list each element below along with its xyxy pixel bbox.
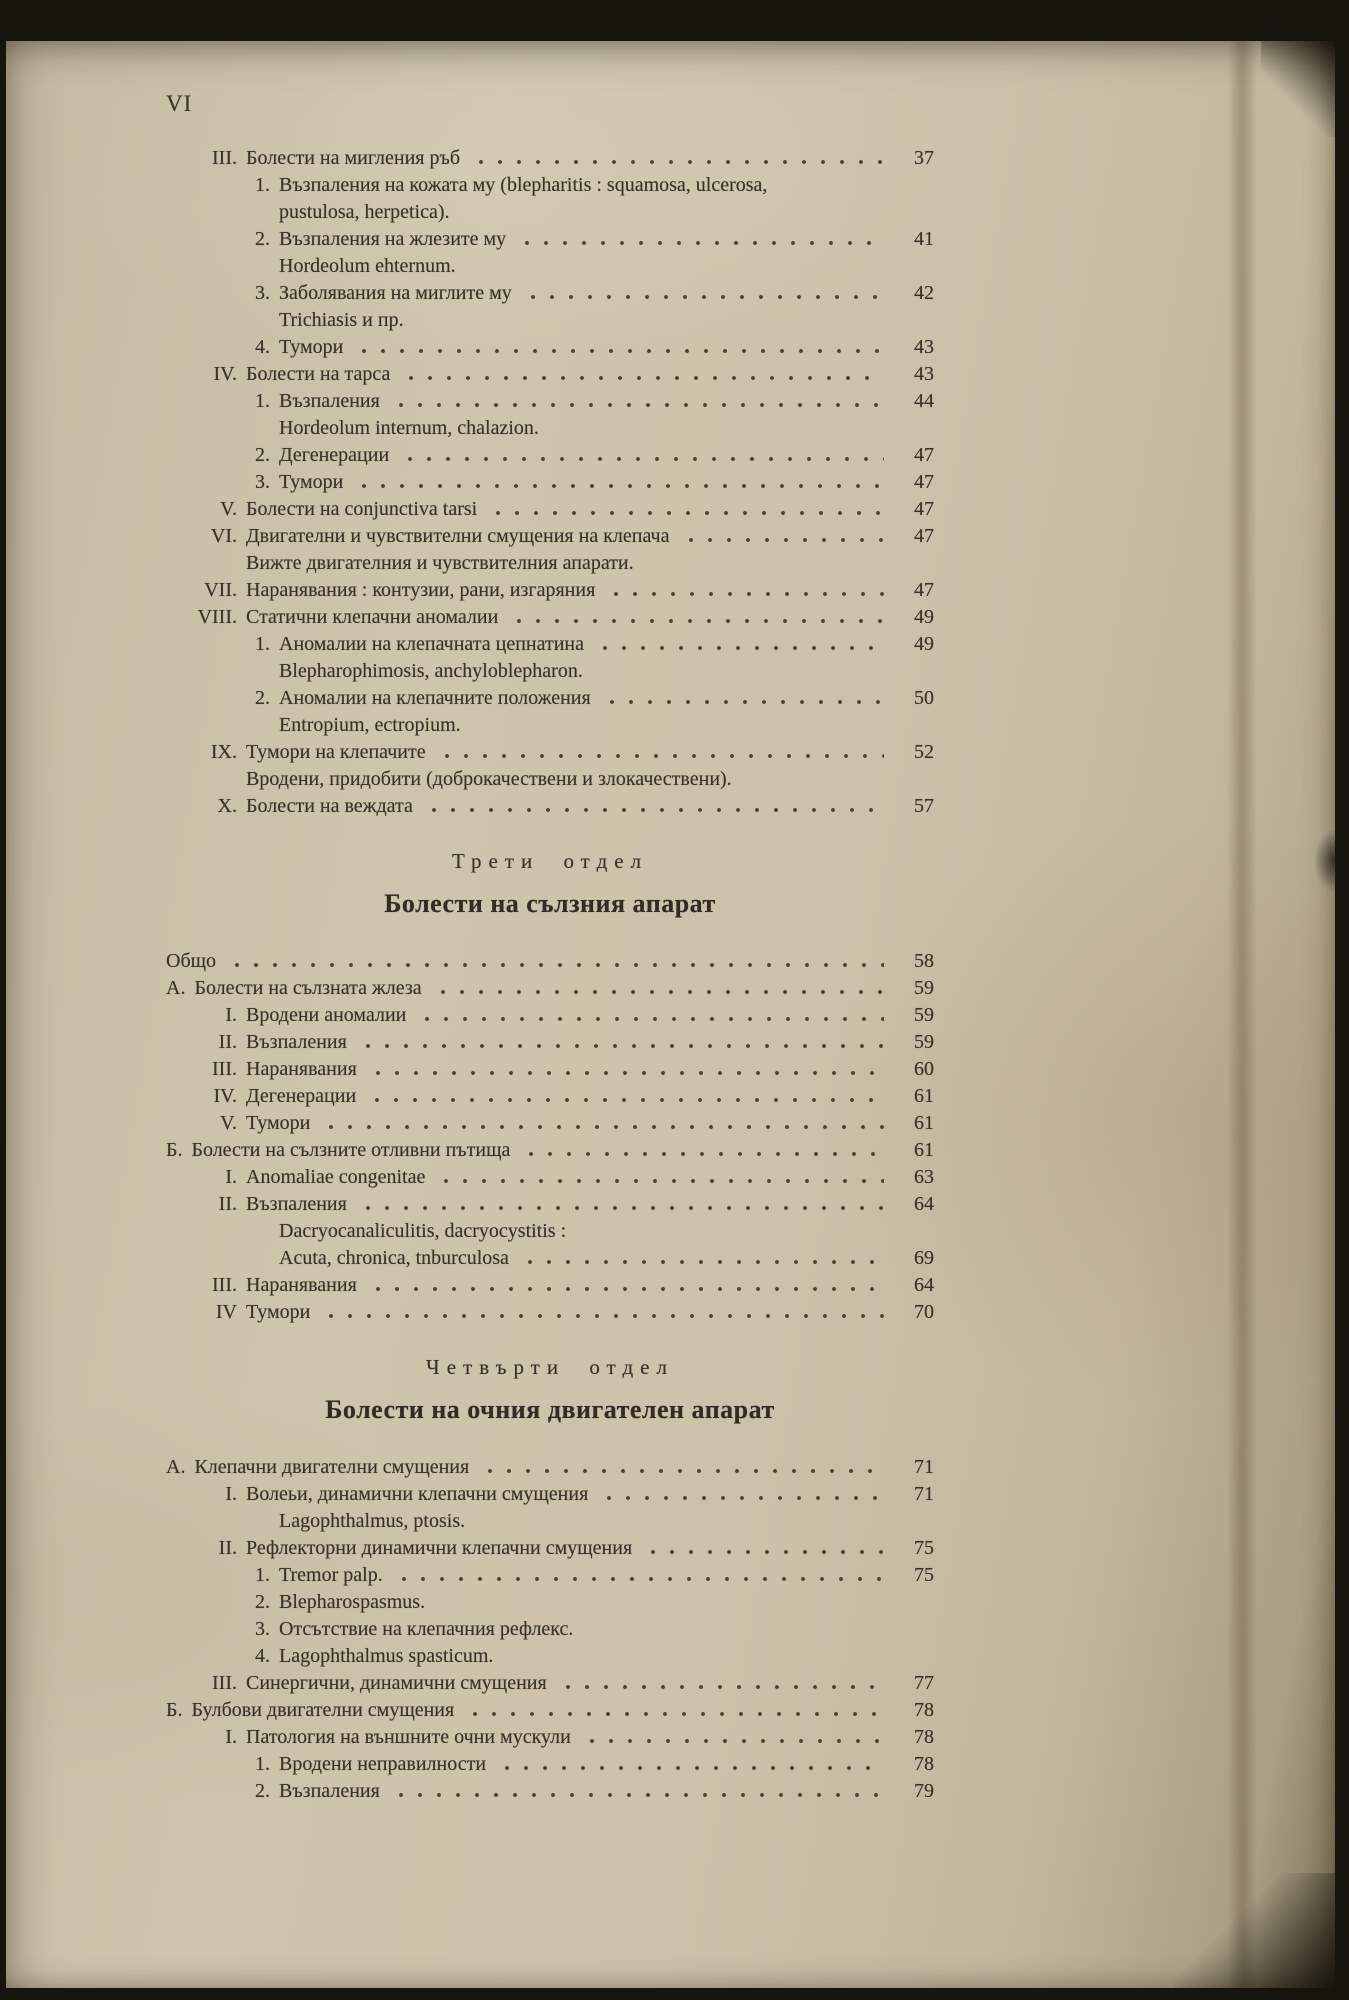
dot-leader bbox=[359, 1029, 884, 1056]
entry-page-number: 63 bbox=[914, 1166, 934, 1188]
dot-leader bbox=[521, 1245, 884, 1272]
entry-text: Възпаления на кожата му (blepharitis : squamosa, ulcerosa, bbox=[279, 174, 768, 196]
dot-leader bbox=[355, 469, 884, 496]
page-number-folio: VI bbox=[166, 91, 193, 116]
entry-text: Acuta, chronica, tnburculosa bbox=[279, 1247, 509, 1269]
entry-text: Тумори bbox=[279, 336, 344, 358]
entry-prefix: 1. bbox=[255, 1564, 270, 1586]
toc-entry bbox=[166, 1164, 934, 1191]
dot-leader bbox=[369, 1272, 884, 1299]
entry-text: Волеьи, динамични клепачни смущения bbox=[246, 1483, 589, 1505]
photo-shadow-top-right bbox=[1261, 41, 1335, 137]
entry-page-number: 75 bbox=[914, 1537, 934, 1559]
entry-text: Наранявания bbox=[246, 1274, 357, 1296]
entry-prefix: III. bbox=[212, 1672, 237, 1694]
toc-entry bbox=[166, 1589, 934, 1616]
entry-prefix: I. bbox=[225, 1166, 237, 1188]
photo-shadow-bottom-right bbox=[1175, 1873, 1335, 1988]
entry-text: Възпаления на жлезите му bbox=[279, 228, 507, 250]
dot-leader bbox=[644, 1535, 884, 1562]
section-title: Болести на сълзния апарат bbox=[384, 889, 716, 918]
toc-section bbox=[166, 1352, 934, 1805]
dot-leader bbox=[425, 793, 884, 820]
entry-page-number: 75 bbox=[914, 1564, 934, 1586]
dot-leader bbox=[395, 1562, 884, 1589]
toc-entry bbox=[166, 975, 934, 1002]
entry-prefix: IX. bbox=[210, 741, 237, 763]
entry-page-number: 64 bbox=[914, 1274, 934, 1296]
dot-leader bbox=[418, 1002, 884, 1029]
dot-leader bbox=[472, 145, 884, 172]
entry-prefix: 1. bbox=[255, 174, 270, 196]
toc-entry bbox=[166, 793, 934, 820]
entry-prefix: II. bbox=[218, 1031, 237, 1053]
entry-text: Възпаления bbox=[279, 390, 380, 412]
entry-prefix: 2. bbox=[255, 687, 270, 709]
entry-page-number bbox=[892, 307, 934, 334]
entry-prefix: 3. bbox=[255, 471, 270, 493]
dot-leader bbox=[462, 199, 885, 226]
dot-leader bbox=[392, 1778, 884, 1805]
entry-page-number: 47 bbox=[914, 471, 934, 493]
entry-text: Възпаления bbox=[246, 1031, 347, 1053]
toc-entry bbox=[166, 948, 934, 975]
entry-text: pustulosa, herpetica). bbox=[279, 201, 450, 223]
dot-leader bbox=[359, 1191, 884, 1218]
toc-section bbox=[166, 145, 934, 820]
entry-text: Аномалии на клепачната цепнатина bbox=[279, 633, 585, 655]
toc-section bbox=[166, 846, 934, 1326]
entry-page-number: 43 bbox=[914, 363, 934, 385]
dot-leader bbox=[522, 1137, 884, 1164]
section-heading: Трети отдел bbox=[451, 849, 649, 873]
entry-page-number: 49 bbox=[914, 606, 934, 628]
entry-text: Болести на сълзните отливни пътища bbox=[191, 1139, 511, 1161]
toc-entry bbox=[166, 631, 934, 658]
dot-leader bbox=[322, 1110, 884, 1137]
toc-entry bbox=[166, 253, 934, 280]
dot-leader bbox=[369, 1056, 884, 1083]
dot-leader bbox=[607, 577, 884, 604]
entry-prefix: V. bbox=[220, 1112, 237, 1134]
entry-page-number bbox=[892, 415, 934, 442]
dot-leader bbox=[744, 766, 884, 793]
entry-prefix: I. bbox=[225, 1726, 237, 1748]
dot-leader bbox=[228, 948, 884, 975]
entry-page-number bbox=[892, 550, 934, 577]
entry-prefix: X. bbox=[217, 795, 237, 817]
toc-entry bbox=[166, 1670, 934, 1697]
toc-entry bbox=[166, 577, 934, 604]
entry-page-number: 61 bbox=[914, 1139, 934, 1161]
entry-prefix: А. bbox=[166, 1456, 186, 1478]
entry-page-number bbox=[892, 199, 934, 226]
entry-page-number: 79 bbox=[914, 1780, 934, 1802]
entry-page-number bbox=[892, 172, 934, 199]
entry-page-number: 61 bbox=[914, 1112, 934, 1134]
toc-entry bbox=[166, 1191, 934, 1218]
dot-leader bbox=[355, 334, 884, 361]
table-of-contents bbox=[166, 145, 934, 1805]
entry-page-number: 47 bbox=[914, 525, 934, 547]
entry-page-number: 59 bbox=[914, 1004, 934, 1026]
dot-leader bbox=[489, 496, 884, 523]
section-title: Болести на очния двигателен апарат bbox=[325, 1395, 775, 1424]
entry-text: Blepharospasmus. bbox=[279, 1591, 426, 1613]
entry-text: Синергични, динамични смущения bbox=[246, 1672, 547, 1694]
entry-page-number: 61 bbox=[914, 1085, 934, 1107]
entry-prefix: Б. bbox=[166, 1139, 183, 1161]
entry-text: Болести на conjunctiva tarsi bbox=[246, 498, 478, 520]
entry-page-number: 70 bbox=[914, 1301, 934, 1323]
entry-prefix: VII. bbox=[204, 579, 237, 601]
toc-entry bbox=[166, 442, 934, 469]
dot-leader bbox=[682, 523, 885, 550]
entry-prefix: IV. bbox=[213, 1085, 237, 1107]
entry-text: Наранявания bbox=[246, 1058, 357, 1080]
entry-page-number: 47 bbox=[914, 579, 934, 601]
toc-entry bbox=[166, 1137, 934, 1164]
dot-leader bbox=[524, 280, 884, 307]
entry-text: Blepharophimosis, anchyloblepharon. bbox=[279, 660, 583, 682]
toc-entry bbox=[166, 1508, 934, 1535]
entry-page-number: 44 bbox=[914, 390, 934, 412]
toc-entry bbox=[166, 523, 934, 550]
entry-text: Дегенерации bbox=[246, 1085, 357, 1107]
dot-leader bbox=[578, 1218, 884, 1245]
entry-page-number: 64 bbox=[914, 1193, 934, 1215]
dot-leader bbox=[596, 631, 884, 658]
dot-leader bbox=[518, 226, 884, 253]
entry-page-number bbox=[892, 1218, 934, 1245]
dot-leader bbox=[401, 442, 884, 469]
entry-prefix: А. bbox=[166, 977, 186, 999]
entry-page-number: 78 bbox=[914, 1726, 934, 1748]
dot-leader bbox=[468, 253, 884, 280]
entry-text: Отсътствие на клепачния рефлекс. bbox=[279, 1618, 574, 1640]
toc-entry bbox=[166, 361, 934, 388]
dot-leader bbox=[779, 172, 884, 199]
entry-prefix: III. bbox=[212, 1274, 237, 1296]
entry-page-number: 49 bbox=[914, 633, 934, 655]
entry-page-number: 78 bbox=[914, 1699, 934, 1721]
entry-text: Тумори bbox=[246, 1301, 311, 1323]
entry-prefix: 3. bbox=[255, 282, 270, 304]
entry-page-number: 71 bbox=[914, 1483, 934, 1505]
entry-text: Статични клепачни аномалии bbox=[246, 606, 499, 628]
entry-page-number: 43 bbox=[914, 336, 934, 358]
toc-entry bbox=[166, 1535, 934, 1562]
entry-text: Dacryocanaliculitis, dacryocystitis : bbox=[279, 1220, 567, 1242]
entry-text: Булбови двигателни смущения bbox=[191, 1699, 455, 1721]
toc-entry bbox=[166, 1724, 934, 1751]
toc-entry bbox=[166, 280, 934, 307]
entry-text: Вродени, придобити (доброкачествени и злокачествени). bbox=[246, 768, 732, 790]
toc-entry bbox=[166, 307, 934, 334]
entry-text: Lagophthalmus, ptosis. bbox=[279, 1510, 466, 1532]
entry-page-number bbox=[892, 1508, 934, 1535]
entry-page-number: 60 bbox=[914, 1058, 934, 1080]
entry-text: Болести на тарса bbox=[246, 363, 391, 385]
toc-entry bbox=[166, 1562, 934, 1589]
dot-leader bbox=[583, 1724, 884, 1751]
dot-leader bbox=[392, 388, 884, 415]
entry-prefix: I. bbox=[225, 1483, 237, 1505]
dot-leader bbox=[466, 1697, 884, 1724]
toc-entry bbox=[166, 1616, 934, 1643]
entry-prefix: IV bbox=[215, 1301, 237, 1323]
entry-text: Anomaliae congenitae bbox=[246, 1166, 426, 1188]
entry-page-number: 78 bbox=[914, 1753, 934, 1775]
toc-entry bbox=[166, 1751, 934, 1778]
page-crease-shadow bbox=[1227, 41, 1257, 1988]
entry-text: Клепачни двигателни смущения bbox=[194, 1456, 470, 1478]
toc-entry bbox=[166, 1110, 934, 1137]
entry-text: Общо bbox=[166, 950, 217, 972]
entry-text: Заболявания на миглите му bbox=[279, 282, 512, 304]
entry-page-number bbox=[892, 253, 934, 280]
toc-entry bbox=[166, 1083, 934, 1110]
toc-entry bbox=[166, 469, 934, 496]
dot-leader bbox=[402, 361, 884, 388]
dot-leader bbox=[559, 1670, 884, 1697]
toc-entry bbox=[166, 1272, 934, 1299]
dot-leader bbox=[595, 658, 884, 685]
entry-page-number: 42 bbox=[914, 282, 934, 304]
toc-entry bbox=[166, 712, 934, 739]
toc-entry bbox=[166, 1643, 934, 1670]
entry-text: Двигателни и чувствителни смущения на клепача bbox=[246, 525, 670, 547]
entry-page-number bbox=[892, 1616, 934, 1643]
entry-text: Наранявания : контузии, рани, изгаряния bbox=[246, 579, 596, 601]
toc-entry bbox=[166, 658, 934, 685]
entry-text: Тумори на клепачите bbox=[246, 741, 426, 763]
entry-prefix: II. bbox=[218, 1537, 237, 1559]
entry-prefix: II. bbox=[218, 1193, 237, 1215]
entry-page-number: 37 bbox=[914, 147, 934, 169]
entry-prefix: 1. bbox=[255, 390, 270, 412]
entry-page-number bbox=[892, 1643, 934, 1670]
entry-prefix: VIII. bbox=[197, 606, 237, 628]
entry-prefix: 2. bbox=[255, 1780, 270, 1802]
dot-leader bbox=[434, 975, 884, 1002]
dot-leader bbox=[438, 739, 884, 766]
dot-leader bbox=[437, 1164, 884, 1191]
entry-text: Тумори bbox=[279, 471, 344, 493]
entry-prefix: 1. bbox=[255, 633, 270, 655]
entry-prefix: III. bbox=[212, 147, 237, 169]
dot-leader bbox=[322, 1299, 884, 1326]
dot-leader bbox=[473, 712, 884, 739]
toc-entry bbox=[166, 1778, 934, 1805]
entry-text: Възпаления bbox=[246, 1193, 347, 1215]
entry-page-number bbox=[892, 1589, 934, 1616]
toc-entry bbox=[166, 604, 934, 631]
dot-leader bbox=[437, 1589, 884, 1616]
dot-leader bbox=[481, 1454, 884, 1481]
toc-entry bbox=[166, 1002, 934, 1029]
toc-entry bbox=[166, 172, 934, 199]
entry-page-number: 77 bbox=[914, 1672, 934, 1694]
entry-text: Hordeolum internum, chalazion. bbox=[279, 417, 539, 439]
entry-text: Тумори bbox=[246, 1112, 311, 1134]
entry-page-number: 59 bbox=[914, 977, 934, 999]
entry-page-number: 57 bbox=[914, 795, 934, 817]
toc-entry bbox=[166, 1056, 934, 1083]
entry-text: Вродени неправилности bbox=[279, 1753, 487, 1775]
entry-prefix: 4. bbox=[255, 336, 270, 358]
toc-entry bbox=[166, 685, 934, 712]
entry-prefix: 2. bbox=[255, 1591, 270, 1613]
entry-text: Болести на сълзната жлеза bbox=[194, 977, 422, 999]
entry-text: Патология на външните очни мускули bbox=[246, 1726, 571, 1748]
entry-text: Entropium, ectropium. bbox=[279, 714, 461, 736]
entry-text: Trichiasis и пр. bbox=[279, 309, 404, 331]
entry-prefix: I. bbox=[225, 1004, 237, 1026]
dot-leader bbox=[603, 685, 884, 712]
entry-prefix: 3. bbox=[255, 1618, 270, 1640]
entry-text: Аномалии на клепачните положения bbox=[279, 687, 591, 709]
dot-leader bbox=[600, 1481, 884, 1508]
page-content bbox=[166, 91, 934, 1805]
toc-entry bbox=[166, 334, 934, 361]
entry-page-number bbox=[892, 658, 934, 685]
page-edge-notch-shadow bbox=[1315, 831, 1335, 891]
entry-prefix: Б. bbox=[166, 1699, 183, 1721]
entry-page-number bbox=[892, 766, 934, 793]
entry-page-number: 47 bbox=[914, 498, 934, 520]
entry-text: Дегенерации bbox=[279, 444, 390, 466]
entry-page-number: 52 bbox=[914, 741, 934, 763]
entry-prefix: 2. bbox=[255, 444, 270, 466]
dot-leader bbox=[477, 1508, 884, 1535]
entry-text: Рефлекторни динамични клепачни смущения bbox=[246, 1537, 633, 1559]
toc-entry bbox=[166, 496, 934, 523]
entry-prefix: VI. bbox=[210, 525, 237, 547]
dot-leader bbox=[551, 415, 884, 442]
entry-text: Възпаления bbox=[279, 1780, 380, 1802]
entry-prefix: V. bbox=[220, 498, 237, 520]
entry-text: Болести на веждата bbox=[246, 795, 413, 817]
dot-leader bbox=[505, 1643, 884, 1670]
dot-leader bbox=[510, 604, 884, 631]
section-heading: Четвърти отдел bbox=[426, 1355, 674, 1379]
toc-entry bbox=[166, 1299, 934, 1326]
toc-entry bbox=[166, 1029, 934, 1056]
toc-entry bbox=[166, 1245, 934, 1272]
entry-page-number: 50 bbox=[914, 687, 934, 709]
dot-leader bbox=[646, 550, 884, 577]
toc-entry bbox=[166, 145, 934, 172]
entry-prefix: IV. bbox=[213, 363, 237, 385]
entry-page-number: 58 bbox=[914, 950, 934, 972]
entry-prefix: 1. bbox=[255, 1753, 270, 1775]
toc-entry bbox=[166, 1697, 934, 1724]
book-page bbox=[6, 41, 1335, 1988]
entry-prefix: 4. bbox=[255, 1645, 270, 1667]
entry-page-number: 71 bbox=[914, 1456, 934, 1478]
toc-entry bbox=[166, 766, 934, 793]
toc-entry bbox=[166, 1481, 934, 1508]
toc-entry bbox=[166, 739, 934, 766]
entry-text: Вродени аномалии bbox=[246, 1004, 407, 1026]
entry-prefix: III. bbox=[212, 1058, 237, 1080]
toc-entry bbox=[166, 1218, 934, 1245]
entry-page-number: 41 bbox=[914, 228, 934, 250]
dot-leader bbox=[498, 1751, 884, 1778]
toc-entry bbox=[166, 199, 934, 226]
entry-text: Болести на мигления ръб bbox=[246, 147, 461, 169]
toc-entry bbox=[166, 415, 934, 442]
entry-text: Hordeolum ehternum. bbox=[279, 255, 456, 277]
dot-leader bbox=[416, 307, 884, 334]
toc-entry bbox=[166, 1454, 934, 1481]
dot-leader bbox=[585, 1616, 884, 1643]
toc-entry bbox=[166, 226, 934, 253]
entry-text: Lagophthalmus spasticum. bbox=[279, 1645, 494, 1667]
entry-page-number bbox=[892, 712, 934, 739]
toc-entry bbox=[166, 550, 934, 577]
entry-page-number: 59 bbox=[914, 1031, 934, 1053]
entry-page-number: 47 bbox=[914, 444, 934, 466]
entry-text: Tremor palp. bbox=[279, 1564, 383, 1586]
dot-leader bbox=[368, 1083, 884, 1110]
entry-page-number: 69 bbox=[914, 1247, 934, 1269]
toc-entry bbox=[166, 388, 934, 415]
entry-text: Вижте двигателния и чувствителния апарати. bbox=[246, 552, 634, 574]
entry-prefix: 2. bbox=[255, 228, 270, 250]
